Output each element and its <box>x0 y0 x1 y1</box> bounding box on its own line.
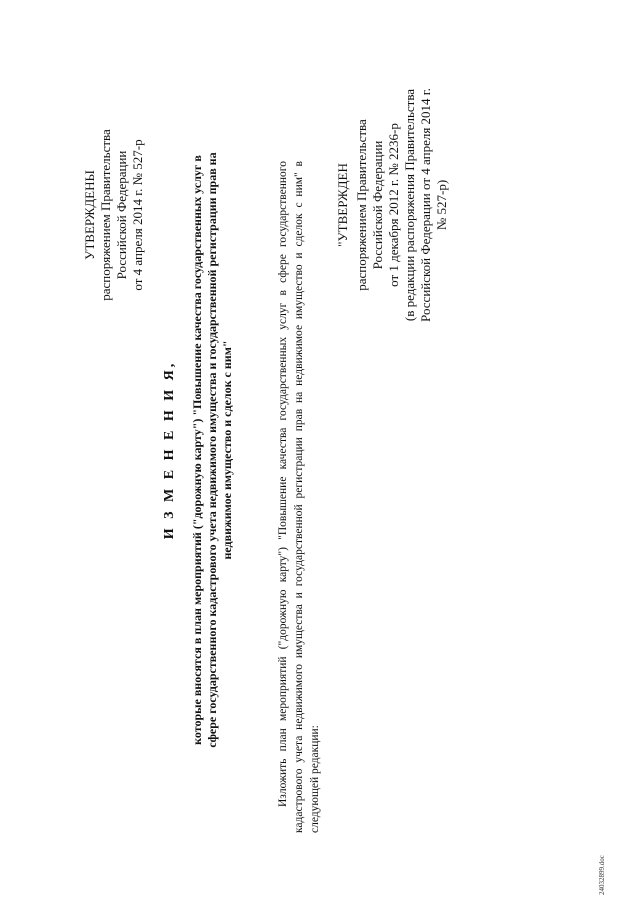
heading-subtitle: которые вносятся в план мероприятий ("дорожную карту") "Повышение качества государственных услуг в сфере государственного кадастрового учета недвижимого имущества и государственной регистрации прав на недвижимое имущество и сделок с ним" <box>190 152 234 748</box>
heading-title: И З М Е Н Е Н И Я, <box>162 360 177 540</box>
approval-line: от 4 апреля 2014 г. № 527-р <box>130 139 145 291</box>
approved-line: Российской Федерации <box>370 140 385 270</box>
rotated-content <box>10 10 630 895</box>
footer-filename: 24032899.doc <box>598 855 606 895</box>
approved-line: распоряжением Правительства <box>354 119 369 291</box>
approval-title: УТВЕРЖДЕНЫ <box>82 170 97 260</box>
approved-line: от 1 декабря 2012 г. № 2236-р <box>386 123 401 287</box>
approved-line: № 527-р) <box>434 179 449 231</box>
approved-line: (в редакции распоряжения Правительства <box>402 88 417 322</box>
approved-block <box>335 75 450 335</box>
approval-line: Российской Федерации <box>114 150 129 280</box>
approved-title: "УТВЕРЖДЕН <box>335 163 350 247</box>
body-paragraph: Изложить план мероприятий ("дорожную карту") "Повышение качества государственных услуг в сфере государственного кадастрового учета недвижимого имущества и государственной регистрации прав на недвижимое имущество и сделок с ним" в следующей редакции: <box>277 161 321 833</box>
approval-line: распоряжением Правительства <box>98 129 113 301</box>
approved-line: Российской Федерации от 4 апреля 2014 г. <box>418 88 433 322</box>
document-heading <box>160 140 235 760</box>
approval-block <box>82 95 146 335</box>
